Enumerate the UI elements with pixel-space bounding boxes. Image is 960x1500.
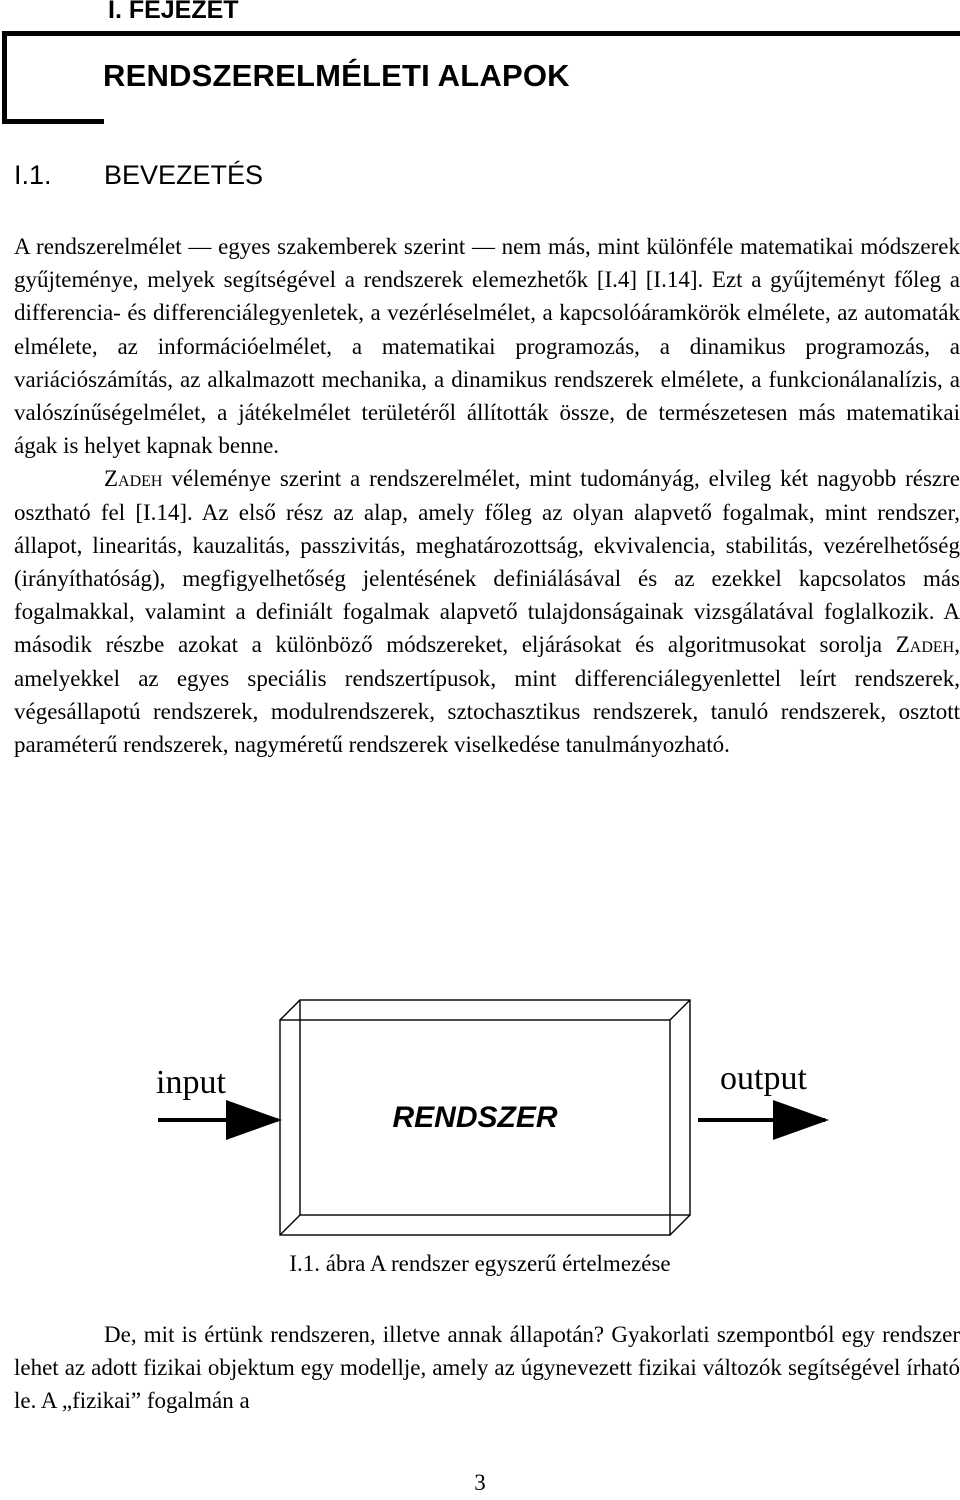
body-text <box>14 230 960 761</box>
input-label: input <box>156 1064 226 1101</box>
body-text-continued <box>14 1318 960 1418</box>
paragraph-1: A rendszerelmélet — egyes szakemberek szerint — nem más, mint különféle matematikai módszerek gyűjteménye, melyek segítségével a rendszerek elemezhetők [I.4] [I.14]. Ezt a gyűjteményt főleg a differencia- és differenciálegyenletek, a vezérléselmélet, a kapcsolóáramkörök elmélete, az automaták elmélete, az információelmélet, a matematikai programozás, a dinamikus programozás, a variációszámítás, az alkalmazott mechanika, a dinamikus rendszerek elmélete, a funkcionálanalízis, a valószínűségelmélet, a játékelmélet területéről állították össze, de természetesen más matematikai ágak is helyet kapnak benne. <box>14 234 960 459</box>
chapter-title: RENDSZERELMÉLETI ALAPOK <box>103 58 570 93</box>
chapter-label: I. FEJEZET <box>108 0 239 24</box>
author-name: Zadeh <box>895 632 955 658</box>
chapter-frame-corner <box>2 119 104 124</box>
paragraph-2-text-a: véleménye szerint a rendszerelmélet, mint tudományág, elvileg két nagyobb részre osztható fel [I.14]. Az első rész az alap, amely főleg az olyan alapvető fogalmak, mint rendszer, állapot, linearitás, kauzalitás, passzivitás, meghatározottság, ekvivalencia, stabilitás, vezérelhetőség (irányíthatóság), megfigyelhetőség jelentésének definiálásával és az ezekkel kapcsolatos más fogalmakkal, valamint a definiált fogalmak alapvető tulajdonságainak vizsgálatával foglalkozik. A második részbe azokat a különböző módszereket, eljárásokat és algoritmusokat sorolja <box>14 466 960 658</box>
system-diagram <box>150 985 840 1255</box>
paragraph-2-text-b: , amelyekkel az egyes speciális rendszertípusok, mint differenciálegyenlettel leírt rendszerek, végesállapotú rendszerek, modulrendszerek, sztochasztikus rendszerek, tanuló rendszerek, osztott paraméterű rendszerek, nagyméretű rendszerek viselkedése tanulmányozható. <box>14 632 960 758</box>
box-edge <box>280 1215 300 1235</box>
page-number: 3 <box>474 1470 486 1495</box>
author-name: Zadeh <box>104 466 163 492</box>
paragraph-3: De, mit is értünk rendszeren, illetve annak állapotán? Gyakorlati szempontból egy rendszer lehet az adott fizikai objektum egy modellje, amely az úgynevezett fizikai változók segítségével írható le. A „fizikai” fogalmán a <box>14 1322 960 1414</box>
section-title: BEVEZETÉS <box>104 160 264 190</box>
section-number: I.1. <box>14 160 52 190</box>
box-label: RENDSZER <box>392 1101 558 1134</box>
box-edge <box>670 1000 690 1020</box>
box-edge <box>670 1215 690 1235</box>
paragraph-2 <box>14 462 960 761</box>
output-label: output <box>720 1060 807 1097</box>
figure-caption: I.1. ábra A rendszer egyszerű értelmezése <box>289 1251 671 1276</box>
box-edge <box>280 1000 300 1020</box>
